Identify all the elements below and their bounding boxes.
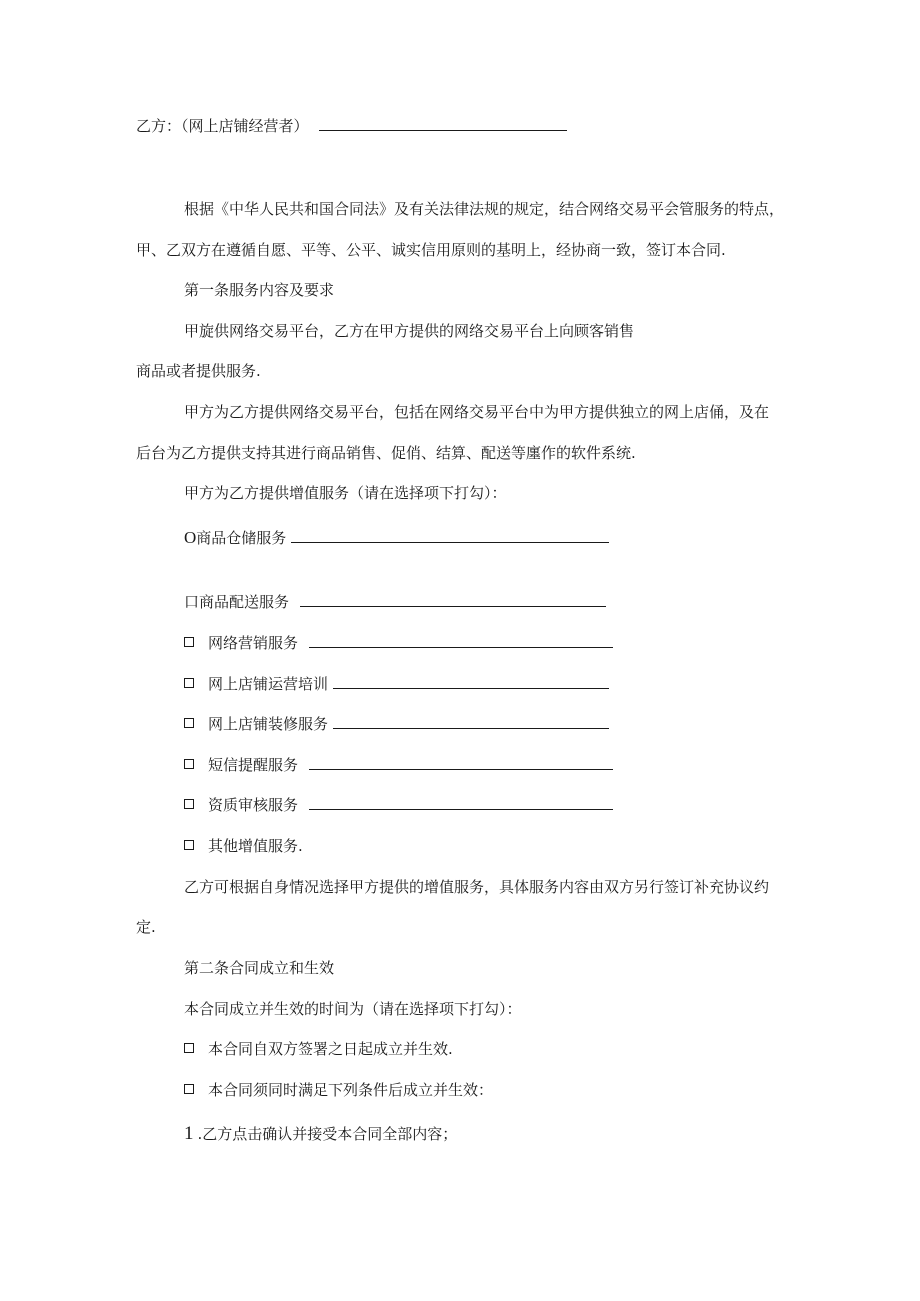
party-b-label: 乙方：（网上店铺经营者） bbox=[136, 117, 309, 135]
service-blank[interactable] bbox=[333, 714, 609, 729]
service-blank[interactable] bbox=[333, 674, 609, 689]
service-label: 网络营销服务 bbox=[208, 634, 299, 652]
service-item-training bbox=[184, 674, 609, 694]
service-label: 网上店铺装修服务 bbox=[208, 715, 329, 733]
article-1-p2-line-2: 后台为乙方提供支持其进行商品销售、促俏、结算、配送等廛作的软件系统. bbox=[136, 444, 636, 462]
condition-number: 1 bbox=[184, 1123, 194, 1144]
service-blank[interactable] bbox=[309, 633, 613, 648]
party-b-blank[interactable] bbox=[319, 116, 567, 131]
circle-mark[interactable]: O bbox=[184, 528, 197, 547]
service-blank[interactable] bbox=[309, 795, 613, 810]
service-blank[interactable] bbox=[291, 528, 609, 543]
checkbox[interactable] bbox=[184, 718, 194, 728]
intro-line-1: 根据《中华人民共和国合同法》及有关法律法规的规定，结合网络交易平会管服务的特点， bbox=[184, 200, 785, 218]
service-label: 商品仓储服务 bbox=[196, 529, 287, 547]
party-b-line bbox=[136, 116, 567, 136]
service-item-other bbox=[184, 836, 303, 856]
service-blank[interactable] bbox=[300, 592, 606, 607]
checkbox[interactable] bbox=[184, 678, 194, 688]
article-1-p1-line-2: 商品或者提供服务. bbox=[136, 362, 261, 380]
article-1-p1-line-1: 甲旋供网络交易平台，乙方在甲方提供的网络交易平台上向顾客销售 bbox=[184, 322, 635, 340]
intro-line-2: 甲、乙双方在遵循自愿、平等、公平、诚实信用原则的基明上，经协商一致，签订本合同. bbox=[136, 241, 726, 259]
article-2-condition-1 bbox=[184, 1124, 457, 1144]
checkbox[interactable] bbox=[184, 1043, 194, 1053]
option-label: 本合同自双方签署之日起成立并生效. bbox=[208, 1040, 453, 1058]
service-item-sms bbox=[184, 755, 613, 775]
service-item-marketing bbox=[184, 633, 613, 653]
article-1-title: 第一条服务内容及要求 bbox=[184, 281, 335, 299]
checkbox[interactable] bbox=[184, 799, 194, 809]
checkbox[interactable] bbox=[184, 637, 194, 647]
service-item-delivery bbox=[184, 592, 606, 612]
option-label: 本合同须同时满足下列条件后成立并生效： bbox=[208, 1081, 494, 1099]
article-1-p4-line-2: 定. bbox=[136, 918, 156, 936]
checkbox[interactable] bbox=[184, 1084, 194, 1094]
service-label: 其他增值服务. bbox=[208, 837, 303, 855]
service-label: 资质审核服务 bbox=[208, 796, 299, 814]
service-item-warehousing bbox=[184, 528, 609, 548]
condition-text: .乙方点击确认并接受本合同全部内容； bbox=[197, 1125, 458, 1143]
square-mark[interactable]: 口 bbox=[184, 593, 200, 611]
service-item-qualification bbox=[184, 795, 613, 815]
service-item-decoration bbox=[184, 714, 609, 734]
article-2-option-1 bbox=[184, 1039, 453, 1059]
checkbox[interactable] bbox=[184, 840, 194, 850]
service-label: 短信提醒服务 bbox=[208, 756, 299, 774]
article-1-p2-line-1: 甲方为乙方提供网络交易平台，包括在网络交易平台中为甲方提供独立的网上店俑，及在 bbox=[184, 403, 770, 421]
article-2-title: 第二条合同成立和生效 bbox=[184, 959, 335, 977]
article-1-p4-line-1: 乙方可根据自身情况选择甲方提供的增值服务，具体服务内容由双方另行签订补充协议约 bbox=[184, 878, 770, 896]
article-1-p3: 甲方为乙方提供增值服务（请在选择项下打勾）： bbox=[184, 484, 507, 502]
article-2-p1: 本合同成立并生效的时间为（请在选择项下打勾）： bbox=[184, 1000, 522, 1018]
service-label: 商品配送服务 bbox=[199, 593, 290, 611]
service-label: 网上店铺运营培训 bbox=[208, 675, 329, 693]
checkbox[interactable] bbox=[184, 759, 194, 769]
article-2-option-2 bbox=[184, 1080, 493, 1100]
service-blank[interactable] bbox=[309, 755, 613, 770]
